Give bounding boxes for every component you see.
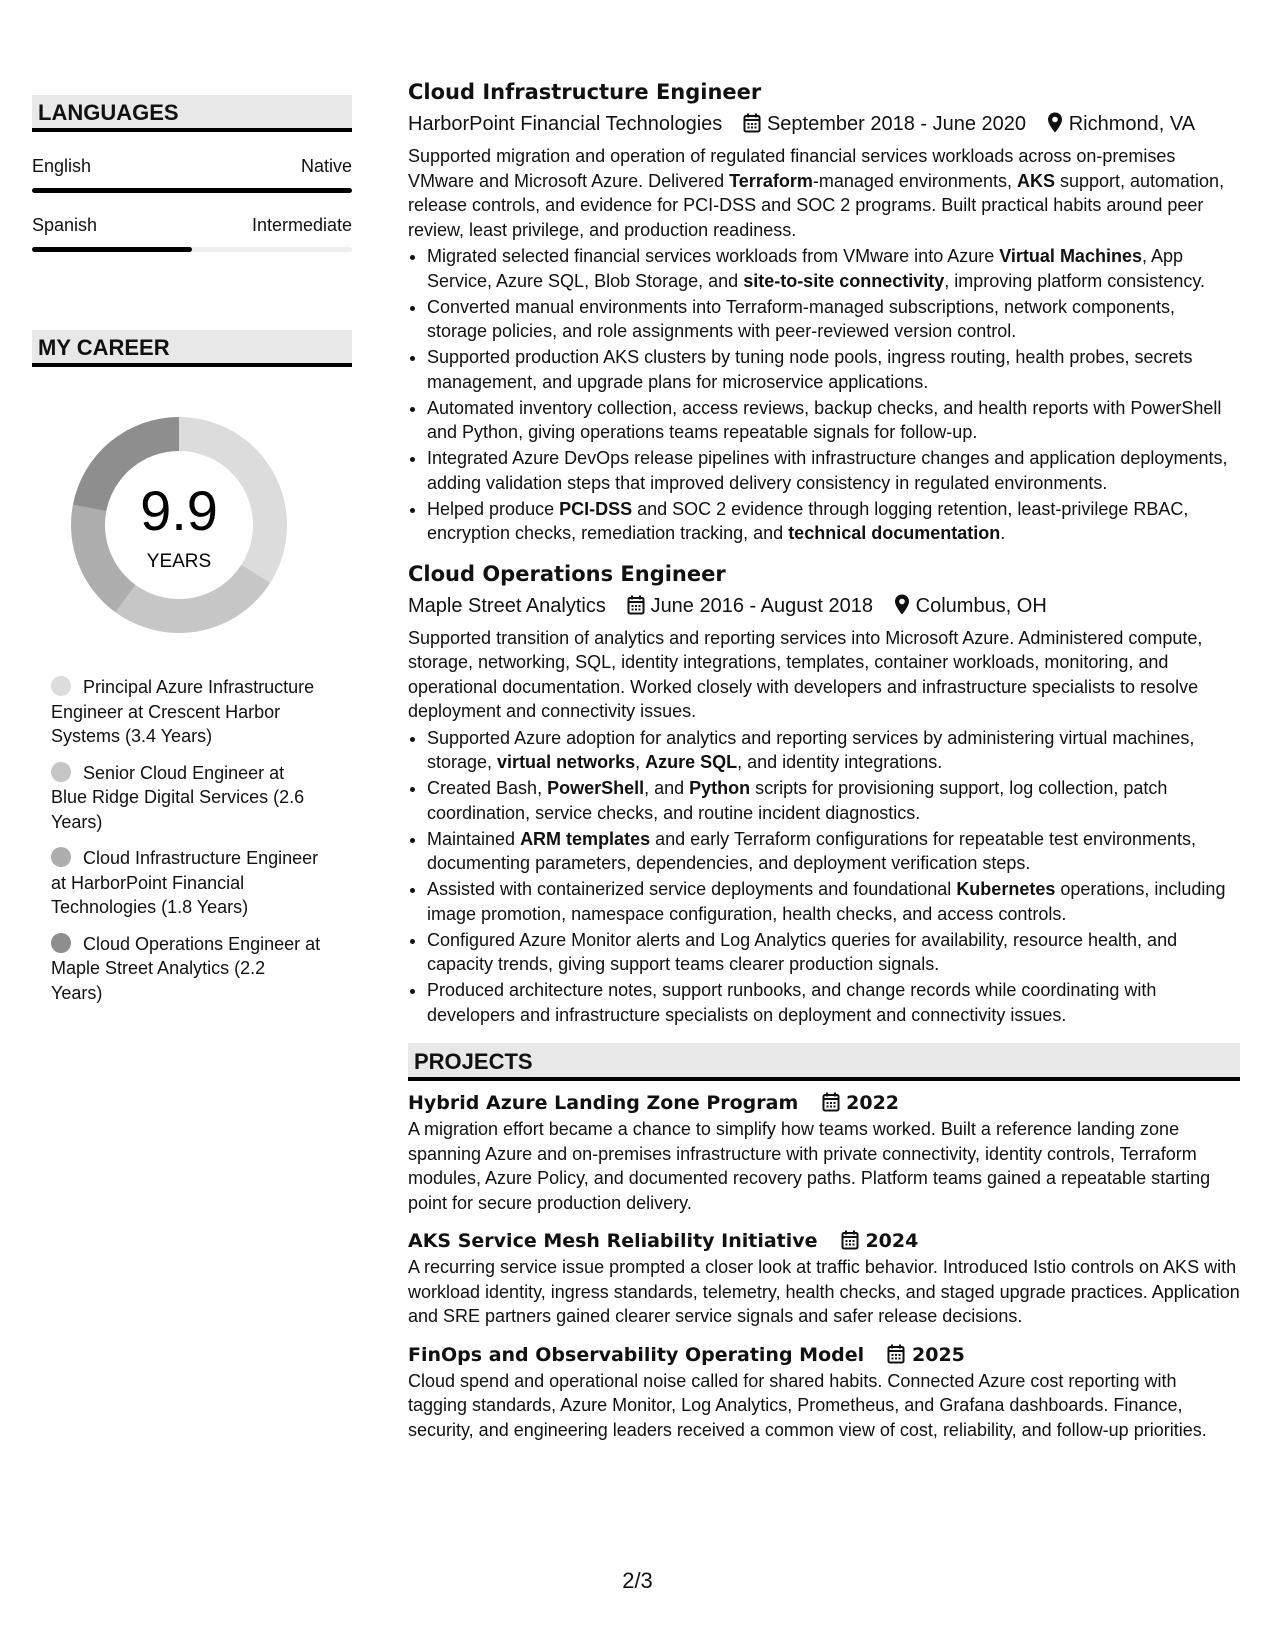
legend-label: Cloud Operations Engineer at Maple Street Analytics (2.2 Years) — [51, 933, 321, 1003]
job-bullets — [408, 726, 1240, 1028]
job-bullet: • Migrated selected financial services workloads from VMware into Azure Virtual Machines, App Service, Azure SQL, Blob Storage, and site-to-site connectivity, improving platform consistency. — [427, 244, 1240, 293]
project-year: 2024 — [865, 1230, 919, 1252]
language-name: Spanish — [32, 215, 98, 235]
career-heading: MY CAREER — [32, 330, 352, 367]
language-proficiency-bar — [32, 188, 352, 193]
map-pin-icon — [894, 594, 910, 615]
job-bullet: • Produced architecture notes, support runbooks, and change records while coordinating with developers and infrastructure specialists on deployment and connectivity issues. — [427, 978, 1240, 1027]
job-bullet: • Assisted with containerized service deployments and foundational Kubernetes operations, including image promotion, namespace configuration, health checks, and access controls. — [427, 877, 1240, 926]
job-title: Cloud Infrastructure Engineer — [408, 80, 762, 104]
project-title: AKS Service Mesh Reliability Initiative — [408, 1230, 818, 1252]
calendar-icon — [822, 1092, 840, 1112]
language-name: English — [32, 156, 92, 176]
project-entry — [408, 1227, 1240, 1329]
calendar-icon — [887, 1344, 905, 1364]
legend-swatch — [51, 676, 71, 696]
legend-swatch — [51, 933, 71, 953]
job-location: Richmond, VA — [1068, 113, 1196, 135]
project-description: A migration effort became a chance to simplify how teams worked. Built a reference landing zone spanning Azure and on-premises infrastructure with private connectivity, identity controls, Terraform modules, Azure Policy, and documented recovery paths. Platform teams gained a repeatable starting point for secure production delivery. — [408, 1119, 1211, 1213]
project-title: FinOps and Observability Operating Model — [408, 1343, 865, 1366]
job-company: HarborPoint Financial Technologies — [408, 113, 723, 135]
career-total-years: 9.9 — [140, 479, 218, 542]
project-year: 2025 — [912, 1343, 965, 1366]
job-bullet: • Converted manual environments into Terraform-managed subscriptions, network components, storage policies, and role assignments with peer-reviewed version control. — [427, 295, 1240, 344]
language-item — [32, 156, 352, 193]
legend-swatch — [51, 847, 71, 867]
legend-label: Cloud Infrastructure Engineer at HarborPoint Financial Technologies (1.8 Years) — [51, 848, 319, 917]
job-company: Maple Street Analytics — [408, 594, 606, 617]
job-dates: June 2016 - August 2018 — [650, 594, 873, 617]
map-pin-icon — [1047, 112, 1063, 133]
language-proficiency-bar — [32, 247, 352, 252]
job-entry — [408, 78, 1240, 546]
project-entry — [408, 1089, 1240, 1215]
job-bullets — [408, 244, 1240, 546]
project-entry — [408, 1341, 1240, 1443]
career-total-unit: YEARS — [146, 551, 212, 572]
sidebar — [32, 95, 352, 1017]
legend-label: Principal Azure Infrastructure Engineer at Crescent Harbor Systems (3.4 Years) — [51, 677, 315, 746]
job-bullet: • Configured Azure Monitor alerts and Log Analytics queries for availability, resource health, and capacity trends, giving support teams clearer production signals. — [427, 928, 1240, 977]
job-dates: September 2018 - June 2020 — [766, 113, 1027, 135]
language-level: Native — [300, 156, 352, 176]
project-title: Hybrid Azure Landing Zone Program — [408, 1092, 799, 1114]
project-description: Cloud spend and operational noise called for shared habits. Connected Azure cost reporting with tagging standards, Azure Monitor, Log Analytics, Prometheus, and Grafana dashboards. Finance, security, and engineering leaders received a common view of cost, reliability, and follow-up priorities. — [408, 1370, 1207, 1440]
job-meta — [408, 110, 1240, 138]
language-level: Intermediate — [251, 215, 352, 235]
career-legend-item — [51, 846, 321, 920]
project-year: 2022 — [846, 1092, 900, 1114]
job-bullet: • Integrated Azure DevOps release pipelines with infrastructure changes and application deployments, adding validation steps that improved delivery consistency in regulated environments. — [427, 446, 1240, 495]
calendar-icon — [627, 595, 645, 615]
job-bullet: • Created Bash, PowerShell, and Python scripts for provisioning support, log collection, patch coordination, service checks, and routine incident diagnostics. — [427, 776, 1240, 825]
project-description: A recurring service issue prompted a closer look at traffic behavior. Introduced Istio controls on AKS with workload identity, ingress standards, telemetry, health checks, and staged upgrade practices. Application and SRE partners gained clearer service signals and safer release decisions. — [408, 1257, 1240, 1326]
career-legend-item — [51, 675, 321, 749]
career-legend-item — [51, 932, 321, 1006]
job-bullet: • Automated inventory collection, access reviews, backup checks, and health reports with PowerShell and Python, giving operations teams repeatable signals for follow-up. — [427, 396, 1240, 445]
legend-swatch — [51, 762, 71, 782]
job-summary: Supported migration and operation of regulated financial services workloads across on-premises VMware and Microsoft Azure. Delivered Terraform-managed environments, AKS support, automation, release controls, and evidence for PCI-DSS and SOC 2 programs. Built practical habits around peer review, least privilege, and production readiness. — [408, 146, 1225, 240]
language-proficiency-fill — [32, 188, 352, 193]
job-summary: Supported transition of analytics and reporting services into Microsoft Azure. Administered compute, storage, networking, SQL, identity integrations, templates, container workloads, monitoring, and operational documentation. Worked closely with developers and infrastructure specialists to resolve deployment and connectivity issues. — [408, 627, 1203, 721]
job-title: Cloud Operations Engineer — [408, 561, 726, 586]
calendar-icon — [743, 113, 761, 133]
main-content — [408, 78, 1240, 1442]
job-location: Columbus, OH — [915, 594, 1047, 617]
job-bullet: • Helped produce PCI-DSS and SOC 2 evidence through logging retention, least-privilege RBAC, encryption checks, remediation tracking, and technical documentation. — [427, 497, 1240, 546]
career-donut-chart — [65, 411, 293, 639]
language-item — [32, 215, 352, 252]
job-bullet: • Maintained ARM templates and early Terraform configurations for repeatable test environments, documenting parameters, dependencies, and deployment verification steps. — [427, 827, 1240, 876]
projects-heading: PROJECTS — [408, 1043, 1240, 1081]
job-meta — [408, 592, 1240, 620]
legend-label: Senior Cloud Engineer at Blue Ridge Digital Services (2.6 Years) — [51, 762, 305, 832]
job-entry — [408, 560, 1240, 1028]
languages-heading: LANGUAGES — [32, 95, 352, 132]
language-proficiency-fill — [32, 247, 192, 252]
page-number: 2/3 — [622, 1568, 653, 1593]
job-bullet: • Supported Azure adoption for analytics and reporting services by administering virtual machines, storage, virtual networks, Azure SQL, and identity integrations. — [427, 726, 1240, 775]
job-bullet: • Supported production AKS clusters by tuning node pools, ingress routing, health probes, secrets management, and upgrade plans for microservice applications. — [427, 345, 1240, 394]
calendar-icon — [841, 1230, 859, 1250]
career-legend — [32, 675, 321, 1005]
career-legend-item — [51, 761, 321, 835]
